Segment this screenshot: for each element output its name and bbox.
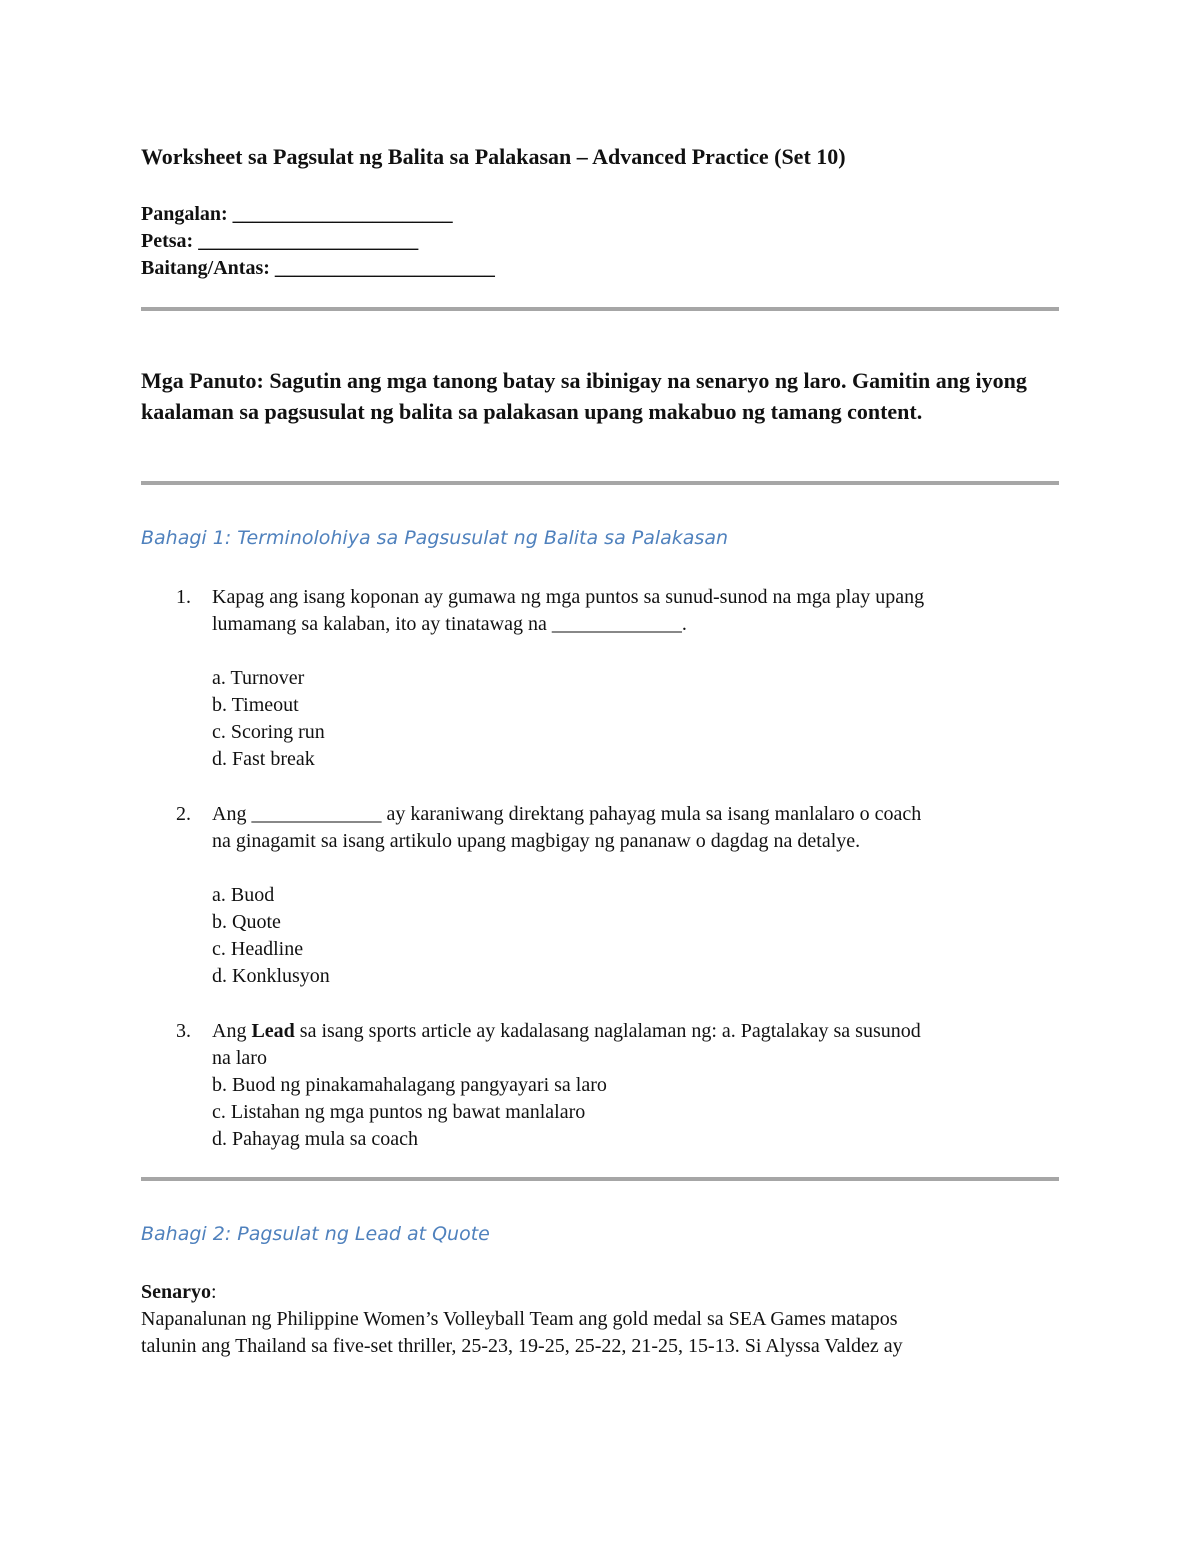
name-field: Pangalan: ______________________ (141, 203, 453, 225)
option-item: b. Buod ng pinakamahalagang pangyayari sa laro (212, 1074, 607, 1096)
option-item: c. Listahan ng mga puntos ng bawat manlalaro (212, 1101, 586, 1123)
part2-heading: Bahagi 2: Pagsulat ng Lead at Quote (141, 1223, 490, 1245)
option-item: d. Konklusyon (212, 965, 330, 987)
option-item: a. Buod (212, 884, 275, 906)
question-number: 1. (176, 586, 191, 608)
instructions: Mga Panuto: Sagutin ang mga tanong batay sa ibinigay na senaryo ng laro. Gamitin ang iyong kaalaman sa pagsusulat ng balita sa palakasan upang makabuo ng tamang content. (141, 368, 1027, 424)
question-3-suffix: sa isang sports article ay kadalasang naglalaman ng: a. Pagtalakay sa susunod (294, 1020, 921, 1042)
question-2-line-1: Ang _____________ ay karaniwang direktang pahayag mula sa isang manlalaro o coach (212, 803, 922, 825)
horizontal-rule (141, 1177, 1059, 1181)
option-item: a. Turnover (212, 667, 305, 689)
question-number: 3. (176, 1020, 191, 1042)
question-1-line-2: lumamang sa kalaban, ito ay tinatawag na _____________. (212, 613, 687, 635)
scenario-colon: : (211, 1281, 217, 1303)
scenario-label: Senaryo (141, 1281, 211, 1303)
option-item: b. Quote (212, 911, 281, 933)
date-field: Petsa: ______________________ (141, 230, 419, 252)
scenario-label-line (141, 1279, 1061, 1306)
question-1-line-1: Kapag ang isang koponan ay gumawa ng mga puntos sa sunud-sunod na mga play upang (212, 586, 925, 608)
horizontal-rule (141, 481, 1059, 485)
scenario-line-2: talunin ang Thailand sa five-set thriller, 25-23, 19-25, 25-22, 21-25, 15-13. Si Alyssa Valdez ay (141, 1335, 903, 1357)
option-item: d. Fast break (212, 748, 315, 770)
option-item: d. Pahayag mula sa coach (212, 1128, 419, 1150)
question-3-bold-term: Lead (251, 1020, 295, 1042)
question-3-line-1 (212, 1018, 1062, 1045)
option-item: c. Scoring run (212, 721, 325, 743)
option-item: c. Headline (212, 938, 304, 960)
option-item: b. Timeout (212, 694, 299, 716)
question-3-line-2: na laro (212, 1047, 267, 1069)
question-number: 2. (176, 803, 191, 825)
question-2-line-2: na ginagamit sa isang artikulo upang magbigay ng pananaw o dagdag na detalye. (212, 830, 861, 852)
scenario-line-1: Napanalunan ng Philippine Women’s Volleyball Team ang gold medal sa SEA Games matapos (141, 1308, 898, 1330)
worksheet-title: Worksheet sa Pagsulat ng Balita sa Palakasan – Advanced Practice (Set 10) (141, 144, 846, 169)
part1-heading: Bahagi 1: Terminolohiya sa Pagsusulat ng Balita sa Palakasan (141, 527, 729, 549)
question-3-prefix: Ang (212, 1020, 252, 1042)
grade-field: Baitang/Antas: ______________________ (141, 257, 495, 279)
horizontal-rule (141, 307, 1059, 311)
